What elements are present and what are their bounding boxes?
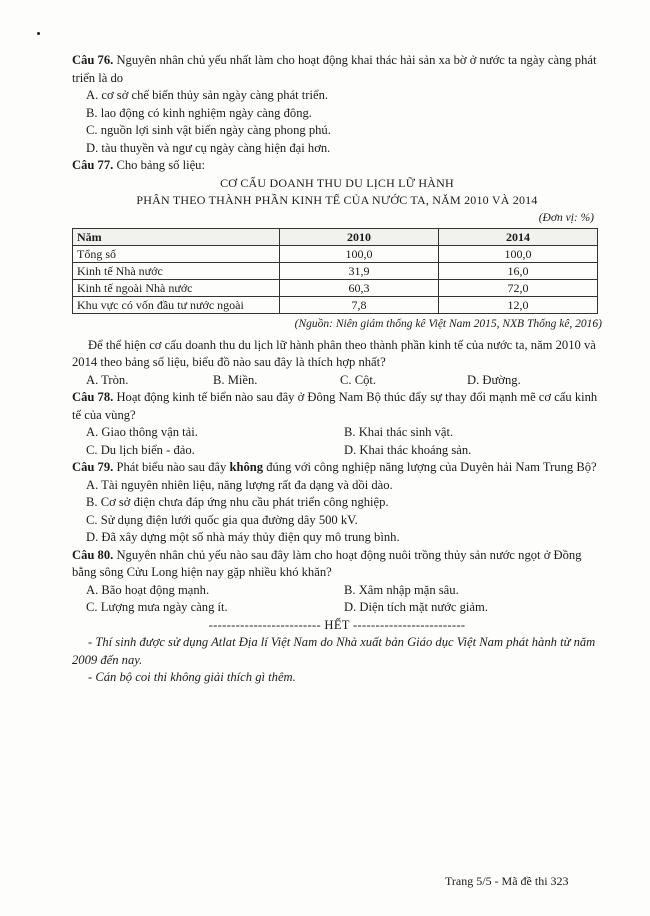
question-77-option-b: B. Miền. (213, 372, 258, 387)
question-77-stem (72, 157, 602, 175)
question-77-question: Để thể hiện cơ cấu doanh thu du lịch lữ hành phân theo thành phần kinh tế của nước ta, năm 2010 và 2014 theo bảng số liệu, biểu đồ nào sau đây là thích hợp nhất? (72, 337, 596, 369)
note-atlat: - Thí sinh được sử dụng Atlat Địa lí Việt Nam do Nhà xuất bản Giáo dục Việt Nam phát hành từ năm 2009 đến nay. (72, 635, 596, 667)
scan-dot (37, 32, 40, 35)
table-cell: 31,9 (280, 263, 439, 280)
table-header-row (73, 229, 598, 246)
question-80-stem (72, 547, 602, 582)
question-79 (72, 459, 602, 547)
table-source: (Nguồn: Niên giám thống kê Việt Nam 2015, NXB Thống kê, 2016) (294, 318, 602, 330)
end-marker: ------------------------- HẾT ------------------------- (208, 617, 466, 632)
question-80-option-b: B. Xâm nhập mặn sâu. (344, 582, 459, 597)
question-76-option-a: A. cơ sở chế biến thủy sản ngày càng phát triển. (86, 88, 329, 102)
question-79-emphasis: không (229, 460, 264, 474)
question-78-option-a: A. Giao thông vận tải. (86, 425, 198, 439)
table-unit: (Đơn vị: %) (538, 211, 594, 224)
question-80-option-d: D. Diện tích mặt nước giảm. (344, 600, 488, 614)
table-cell: Kinh tế Nhà nước (73, 263, 280, 280)
question-79-option-b: B. Cơ sở điện chưa đáp ứng nhu cầu phát triển công nghiệp. (86, 495, 389, 509)
question-76-label: Câu 76. (72, 53, 114, 67)
question-78-label: Câu 78. (72, 390, 114, 404)
table-row (73, 297, 598, 314)
question-80-option-c: C. Lượng mưa ngày càng ít. (86, 600, 228, 614)
table-cell: 16,0 (439, 263, 598, 280)
question-78-options-row-2 (72, 442, 602, 460)
table-cell: 100,0 (439, 246, 598, 263)
table-cell: 12,0 (439, 297, 598, 314)
question-79-option-a: A. Tài nguyên nhiên liệu, năng lượng rất đa dạng và dồi dào. (86, 477, 393, 492)
question-79-text-before: Phát biểu nào sau đây (116, 460, 227, 474)
question-77-option-c: C. Cột. (340, 372, 377, 387)
table-cell: 7,8 (280, 297, 439, 314)
table-row (73, 280, 598, 297)
question-80-options-row-2 (72, 599, 602, 617)
question-80-text: Nguyên nhân chủ yếu nào sau đây làm cho hoạt động nuôi trồng thủy sản nước ngọt ở Đồng bằng sông Cửu Long hiện nay gặp nhiều khó khăn? (72, 547, 582, 579)
question-78-option-c: C. Du lịch biển - đảo. (86, 442, 195, 457)
question-80-label: Câu 80. (72, 547, 114, 562)
table-cell: 60,3 (280, 280, 439, 297)
exam-content (72, 52, 602, 687)
question-77-text: Cho bảng số liệu: (116, 158, 205, 172)
question-76-option-c: C. nguồn lợi sinh vật biển ngày càng phong phú. (86, 123, 331, 137)
table-title-line-1: CƠ CẤU DOANH THU DU LỊCH LỮ HÀNH (220, 175, 454, 190)
table-cell: Tổng số (73, 246, 280, 263)
question-77-label: Câu 77. (72, 158, 114, 172)
question-76-option-d: D. tàu thuyền và ngư cụ ngày càng hiện đại hơn. (86, 140, 331, 155)
table-row (73, 263, 598, 280)
table-cell: 100,0 (280, 246, 439, 263)
table-row (73, 246, 598, 263)
question-77-options (72, 372, 602, 390)
question-80 (72, 547, 602, 617)
question-77-option-a: A. Tròn. (86, 372, 129, 387)
question-78-option-d: D. Khai thác khoáng sản. (344, 442, 472, 457)
question-78-text: Hoạt động kinh tế biển nào sau đây ở Đông Nam Bộ thúc đẩy sự thay đổi mạnh mẽ cơ cấu kinh tế của vùng? (72, 390, 598, 422)
question-76-text: Nguyên nhân chủ yếu nhất làm cho hoạt động khai thác hải sản xa bờ ở nước ta ngày càng phát triển là do (72, 53, 597, 85)
question-78-option-b: B. Khai thác sinh vật. (344, 425, 454, 439)
question-80-option-a: A. Bão hoạt động mạnh. (86, 582, 210, 597)
question-79-text-after: đúng với công nghiệp năng lượng của Duyên hải Nam Trung Bộ? (266, 460, 597, 474)
note-proctor: - Cán bộ coi thi không giải thích gì thêm. (88, 670, 296, 684)
question-79-option-d: D. Đã xây dựng một số nhà máy thủy điện quy mô trung bình. (86, 530, 400, 544)
table-cell: Khu vực có vốn đầu tư nước ngoài (73, 297, 280, 314)
question-78-options-row-1 (72, 424, 602, 442)
table-header-cell: Năm (73, 229, 280, 246)
question-78 (72, 389, 602, 459)
question-77 (72, 157, 602, 389)
question-77-option-d: D. Đường. (467, 372, 521, 387)
question-78-stem (72, 389, 602, 424)
question-76 (72, 52, 602, 157)
question-80-options-row-1 (72, 582, 602, 600)
table-header-cell: 2010 (280, 229, 439, 246)
table-cell: 72,0 (439, 280, 598, 297)
question-76-stem (72, 52, 602, 87)
question-76-option-b: B. lao động có kinh nghiệm ngày càng đông. (86, 105, 312, 120)
question-79-stem (72, 459, 602, 477)
page-footer: Trang 5/5 - Mã đề thi 323 (445, 874, 569, 888)
question-79-option-c: C. Sử dụng điện lưới quốc gia qua đường dây 500 kV. (86, 512, 358, 527)
table-header-cell: 2014 (439, 229, 598, 246)
table-cell: Kinh tế ngoài Nhà nước (73, 280, 280, 297)
question-79-label: Câu 79. (72, 460, 114, 474)
revenue-table (72, 228, 598, 314)
table-title-line-2: PHÂN THEO THÀNH PHẦN KINH TẾ CỦA NƯỚC TA, NĂM 2010 VÀ 2014 (136, 193, 538, 207)
